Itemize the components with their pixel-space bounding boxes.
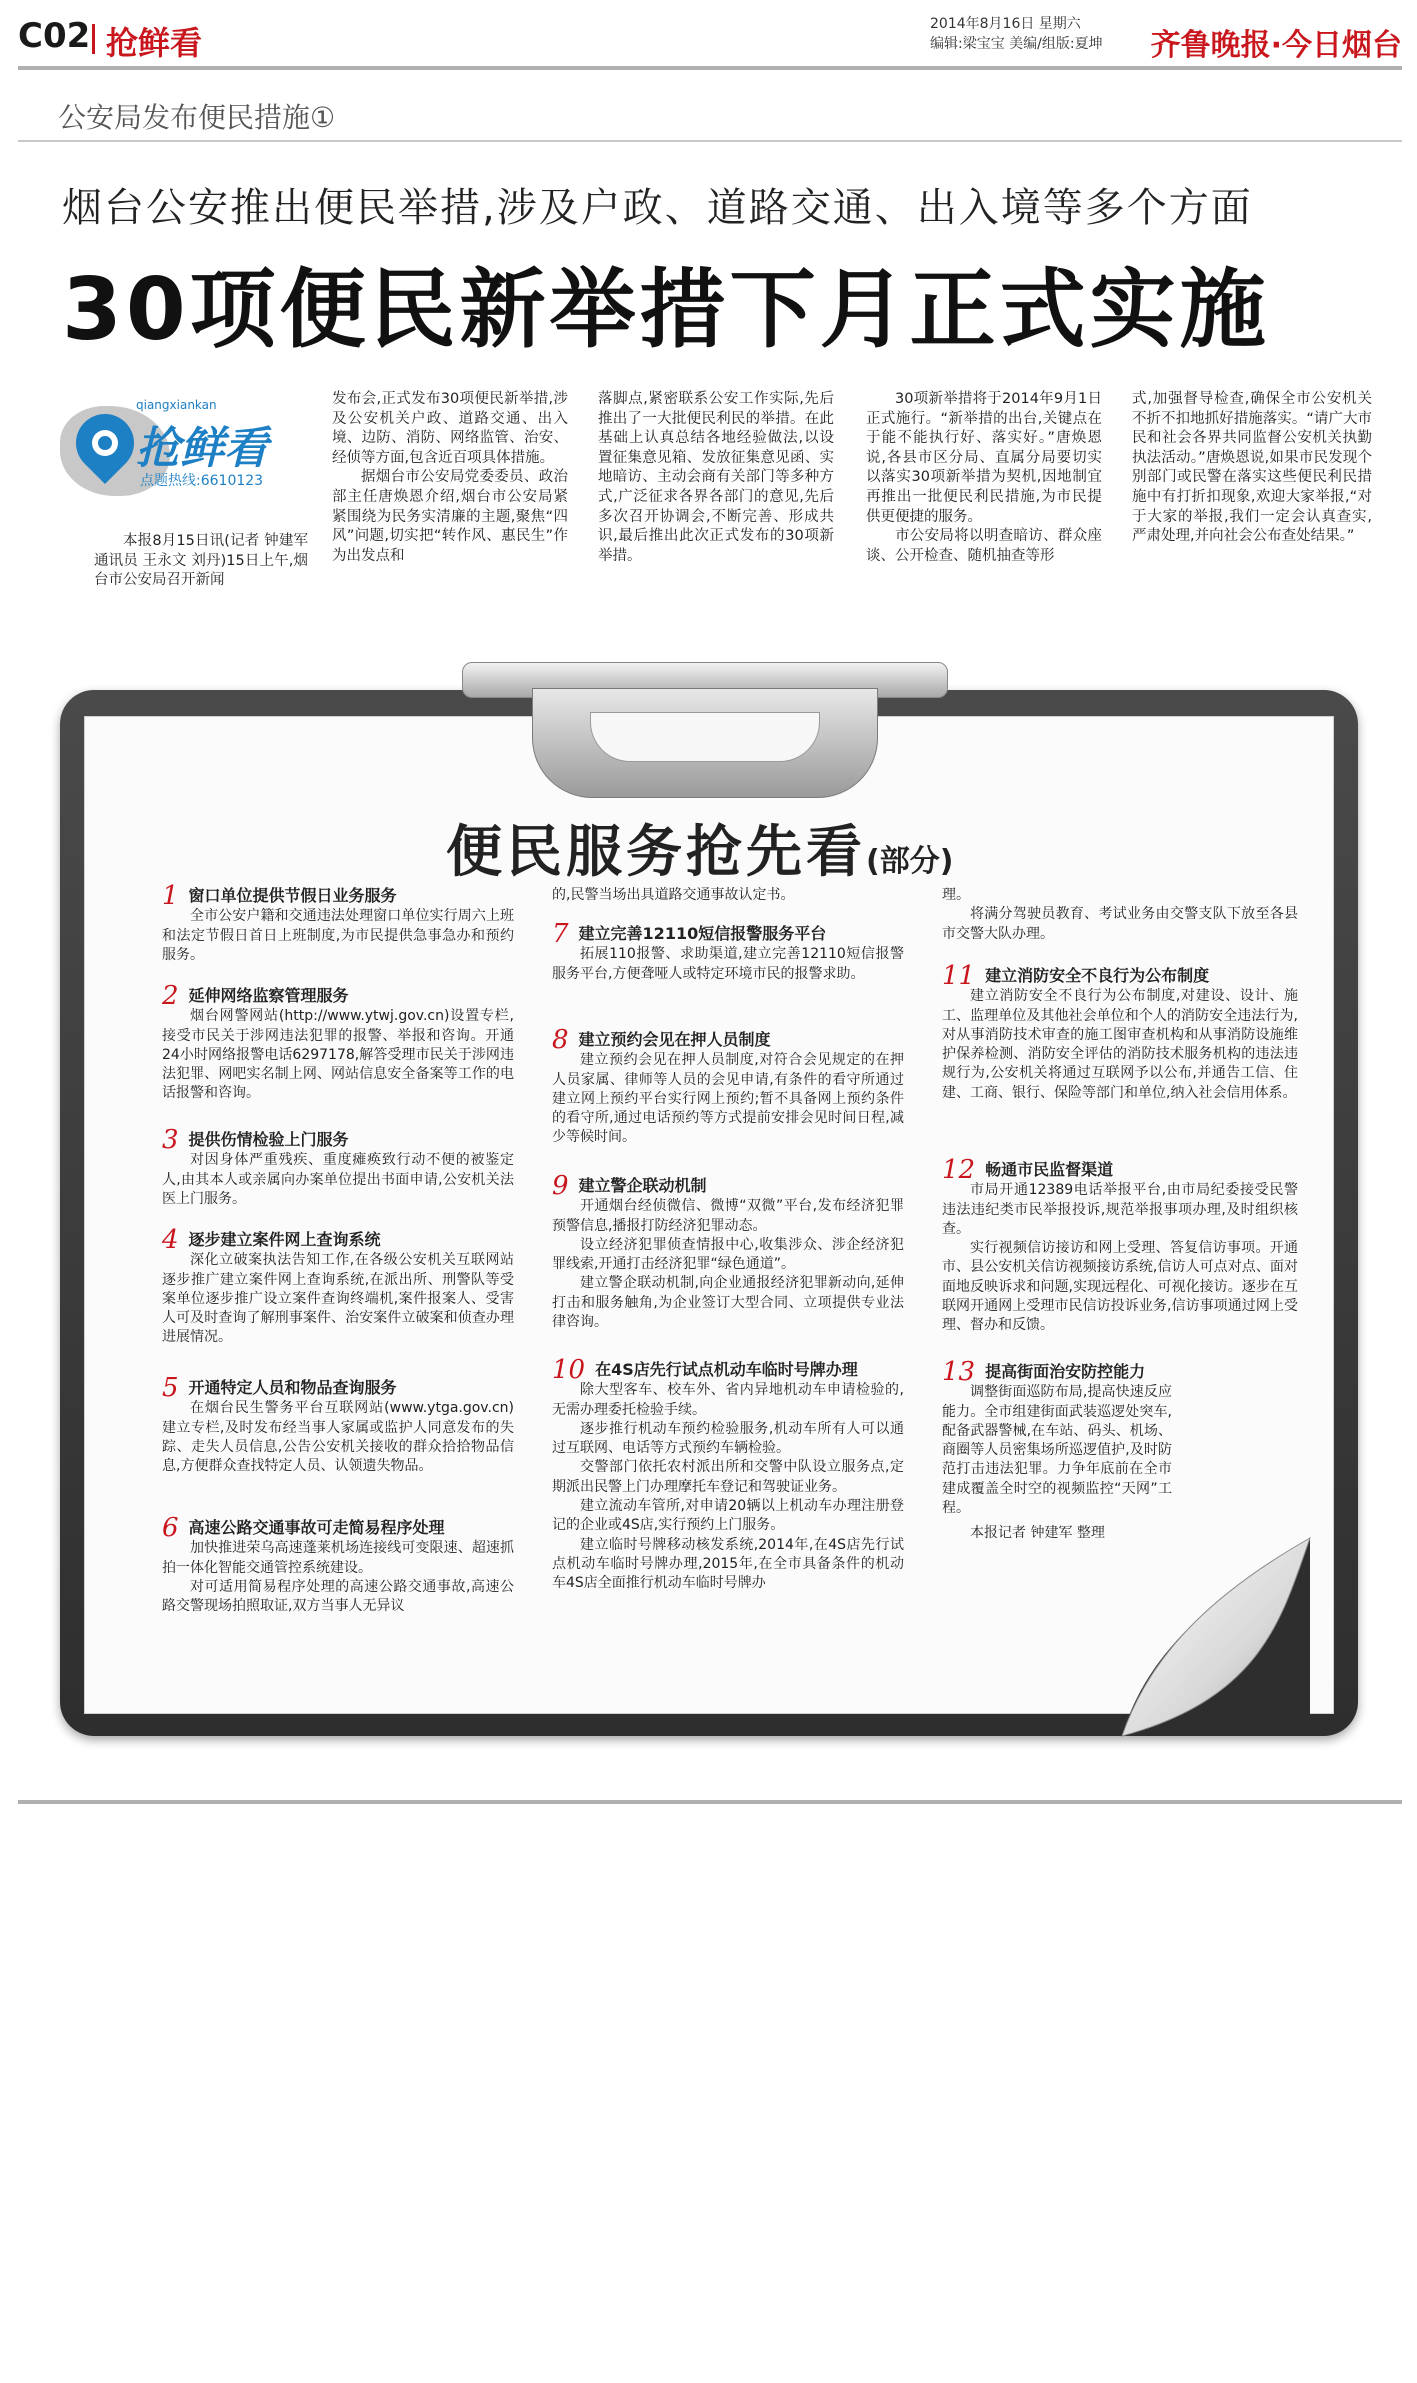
edition-date: 2014年8月16日 星期六 (930, 16, 1081, 32)
item-body: 市局开通12389电话举报平台,由市局纪委接受民警违法违纪类市民举报投诉,规范举报事项办理,及时组织核查。 (942, 1182, 1298, 1237)
article-column-1 (94, 532, 308, 591)
item-title: 在4S店先行试点机动车临时号牌办理 (595, 1360, 858, 1379)
service-item (162, 1225, 514, 1348)
item-body: 将满分驾驶员教育、考试业务由交警支队下放至各县市交警大队办理。 (942, 906, 1298, 942)
logo-hotline: 点题热线:6610123 (140, 473, 264, 489)
subhead: 烟台公安推出便民举措,涉及户政、道路交通、出入境等多个方面 (62, 185, 1253, 231)
item-title: 逐步建立案件网上查询系统 (188, 1230, 381, 1249)
masthead-rule (18, 66, 1402, 70)
clipboard-clip-icon (462, 652, 948, 802)
item-body: 开通烟台经侦微信、微博“双微”平台,发布经济犯罪预警信息,播报打防经济犯罪动态。 (552, 1198, 904, 1234)
article-paragraph: 发布会,正式发布30项便民新举措,涉及公安机关户政、道路交通、出入境、边防、消防、网络监管、治安、经侦等方面,包含近百项具体措施。 (332, 391, 568, 466)
article-column-2 (332, 390, 568, 566)
column-logo (60, 392, 340, 512)
item-body: 除大型客车、校车外、省内异地机动车申请检验的,无需办理委托检验手续。 (552, 1382, 904, 1418)
service-item (162, 881, 514, 965)
edition-info (930, 14, 1103, 54)
service-item (942, 961, 1298, 1103)
item-title: 高速公路交通事故可走简易程序处理 (188, 1518, 445, 1537)
service-item (162, 1513, 514, 1616)
article-paragraph: 落脚点,紧密联系公安工作实际,先后推出了一大批便民利民的举措。在此基础上认真总结各地经验做法,以设置征集意见箱、发放征集意见函、实地暗访、主动会商有关部门等多种方式,广泛征求各界各部门的意见,先后多次召开协调会,不断完善、形成共识,最后推出此次正式发布的30项新举措。 (598, 391, 834, 564)
service-item (162, 1373, 514, 1476)
article-paragraph: 本报8月15日讯(记者 钟建军 通讯员 王永文 刘丹)15日上午,烟台市公安局召开新闻 (94, 533, 308, 589)
board-title (446, 808, 953, 888)
board-title-main: 便民服务抢先看 (446, 820, 866, 885)
item-number: 2 (162, 981, 179, 1011)
item-title: 建立消防安全不良行为公布制度 (985, 966, 1210, 985)
service-item (162, 981, 514, 1104)
article-paragraph: 30项新举措将于2014年9月1日正式施行。“新举措的出台,关键点在于能不能执行好、落实好。”唐焕恩说,各县市区分局、直属分局要切实以落实30项新举措为契机,因地制宜再推出一批便民利民措施,为市民提供更便捷的服务。 (866, 391, 1102, 525)
item-body: 建立临时号牌移动核发系统,2014年,在4S店先行试点机动车临时号牌办理,2015年,在全市具备条件的机动车4S店全面推行机动车临时号牌办 (552, 1536, 904, 1592)
article-paragraph: 式,加强督导检查,确保全市公安机关不折不扣地抓好措施落实。“请广大市民和社会各界共同监督公安机关执勤执法活动。”唐焕恩说,如果市民发现个别部门或民警在落实这些便民利民措施中有打折扣现象,欢迎大家举报,“对于大家的举报,我们一定会认真查实,严肃处理,并向社会公布查处结果。” (1132, 391, 1372, 545)
page-bottom-rule (18, 1800, 1402, 1804)
page-code-divider (92, 24, 95, 54)
item-number: 1 (162, 881, 179, 911)
item-title: 窗口单位提供节假日业务服务 (188, 886, 397, 905)
item-number: 11 (942, 961, 976, 991)
clip-hole (590, 712, 820, 762)
item-number: 9 (552, 1171, 569, 1201)
kicker: 公安局发布便民措施① (58, 101, 336, 134)
item-body: 对因身体严重残疾、重度瘫痪致行动不便的被鉴定人,由其本人或亲属向办案单位提出书面申请,公安机关法医上门服务。 (162, 1152, 514, 1207)
headline: 30项便民新举措下月正式实施 (62, 260, 1270, 360)
item-title: 提供伤情检验上门服务 (188, 1130, 349, 1149)
item-number: 3 (162, 1125, 179, 1155)
item-body: 拓展110报警、求助渠道,建立完善12110短信报警服务平台,方便聋哑人或特定环境市民的报警求助。 (552, 946, 904, 982)
service-item (162, 1125, 514, 1209)
item-title: 畅通市民监督渠道 (985, 1160, 1114, 1179)
service-item-continued (942, 886, 1298, 944)
item-body: 设立经济犯罪侦查情报中心,收集涉众、涉企经济犯罪线索,开通打击经济犯罪“绿色通道”。 (552, 1236, 904, 1273)
service-item-continued (552, 886, 904, 905)
service-item (942, 1155, 1298, 1336)
item-body: 建立流动车管所,对申请20辆以上机动车办理注册登记的企业或4S店,实行预约上门服务。 (552, 1498, 904, 1534)
item-title: 建立完善12110短信报警服务平台 (578, 924, 827, 943)
item-number: 8 (552, 1025, 569, 1055)
item-body: 建立消防安全不良行为公布制度,对建设、设计、施工、监理单位及其他社会单位和个人的消防安全违法行为,对从事消防技术审查的施工图审查机构和从事消防设施维护保养检测、消防安全评估的消防技术服务机构的违法违规行为,公安机关将通过互联网予以公布,并通告工信、住建、工商、银行、保险等部门和单位,纳入社会信用体系。 (942, 988, 1298, 1101)
item-title: 提高街面治安防控能力 (985, 1362, 1146, 1381)
page-curl-icon (1082, 1498, 1312, 1738)
article-column-3 (598, 390, 834, 566)
item-body: 建立预约会见在押人员制度,对符合会见规定的在押人员家属、律师等人员的会见申请,有条件的看守所通过建立网上预约平台实行网上预约;暂不具备网上预约条件的看守所,通过电话预约等方式提前安排会见时间日程,减少等候时间。 (552, 1052, 904, 1146)
item-body: 交警部门依托农村派出所和交警中队设立服务点,定期派出民警上门办理摩托车登记和驾驶证业务。 (552, 1459, 904, 1495)
service-item (552, 1171, 904, 1332)
item-body: 加快推进荣乌高速蓬莱机场连接线可变限速、超速抓拍一体化智能交通管控系统建设。 (162, 1540, 514, 1576)
logo-pinyin: qiangxiankan (136, 398, 217, 412)
item-body: 逐步推行机动车预约检验服务,机动车所有人可以通过互联网、电话等方式预约车辆检验。 (552, 1420, 904, 1457)
article-paragraph: 市公安局将以明查暗访、群众座谈、公开检查、随机抽查等形 (866, 528, 1102, 564)
item-number: 10 (552, 1355, 586, 1385)
item-body: 对可适用简易程序处理的高速公路交通事故,高速公路交警现场拍照取证,双方当事人无异议 (162, 1578, 514, 1615)
item-body: 建立警企联动机制,向企业通报经济犯罪新动向,延伸打击和服务触角,为企业签订大型合同、立项提供专业法律咨询。 (552, 1275, 904, 1331)
item-title: 开通特定人员和物品查询服务 (188, 1378, 397, 1397)
item-body: 理。 (942, 887, 970, 903)
service-item (552, 1355, 904, 1594)
article-column-4 (866, 390, 1102, 566)
item-number: 5 (162, 1373, 179, 1403)
service-item (552, 919, 904, 984)
item-title: 延伸网络监察管理服务 (188, 986, 349, 1005)
item-number: 4 (162, 1225, 179, 1255)
item-title: 建立警企联动机制 (578, 1176, 707, 1195)
article-column-5 (1132, 390, 1372, 547)
item-number: 7 (552, 919, 569, 949)
kicker-rule (18, 140, 1402, 142)
pin-center-dot (98, 436, 112, 450)
item-body: 的,民警当场出具道路交通事故认定书。 (552, 887, 795, 903)
item-body: 烟台网警网站(http://www.ytwj.gov.cn)设置专栏,接受市民关于涉网违法犯罪的报警、举报和咨询。开通24小时网络报警电话6297178,解答受理市民关于涉网违法犯罪、网吧实名制上网、网站信息安全备案等工作的电话报警和咨询。 (162, 1008, 514, 1102)
item-body: 在烟台民生警务平台互联网站(www.ytga.gov.cn)建立专栏,及时发布经当事人家属或监护人同意发布的失踪、走失人员信息,公告公安机关接收的群众拾拾物品信息,方便群众查找特定人员、认领遗失物品。 (162, 1400, 514, 1475)
service-item (552, 1025, 904, 1148)
item-number: 13 (942, 1357, 976, 1387)
article-paragraph: 据烟台市公安局党委委员、政治部主任唐焕恩介绍,烟台市公安局紧紧围绕为民务实清廉的主题,聚焦“四风”问题,切实把“转作风、惠民生”作为出发点和 (332, 469, 568, 564)
item-number: 12 (942, 1155, 976, 1185)
item-body: 全市公安户籍和交通违法处理窗口单位实行周六上班和法定节假日首日上班制度,为市民提供急事急办和预约服务。 (162, 908, 514, 963)
board-title-sub: (部分) (866, 844, 954, 879)
masthead (18, 14, 1402, 62)
sign-off: 本报记者 钟建军 整理 (970, 1525, 1105, 1542)
section-name: 抢鲜看 (106, 24, 203, 62)
item-body: 调整街面巡防布局,提高快速反应能力。全市组建街面武装巡逻处突车,配备武器警械,在车站、码头、机场、商圈等人员密集场所巡逻值护,及时防范打击违法犯罪。力争年底前在全市建成覆盖全时空的视频监控“天网”工程。 (942, 1384, 1172, 1517)
item-body: 实行视频信访接访和网上受理、答复信访事项。开通市、县公安机关信访视频接访系统,信访人可点对点、面对面地反映诉求和问题,实现远程化、可视化接访。逐步在互联网开通网上受理市民信访投诉业务,信访事项通过网上受理、督办和反馈。 (942, 1240, 1298, 1334)
edition-editors: 编辑:梁宝宝 美编/组版:夏坤 (930, 36, 1103, 52)
item-number: 6 (162, 1513, 179, 1543)
logo-title: 抢鲜看 (136, 423, 268, 474)
item-title: 建立预约会见在押人员制度 (578, 1030, 771, 1049)
newspaper-brand: 齐鲁晚报·今日烟台 (1150, 28, 1402, 63)
page-code: C02 (18, 16, 91, 56)
item-body: 深化立破案执法告知工作,在各级公安机关互联网站逐步推广建立案件网上查询系统,在派出所、刑警队等受案单位逐步推广设立案件查询终端机,案件报案人、受害人可及时查询了解刑事案件、治安案件立破案和侦查办理进展情况。 (162, 1252, 514, 1346)
